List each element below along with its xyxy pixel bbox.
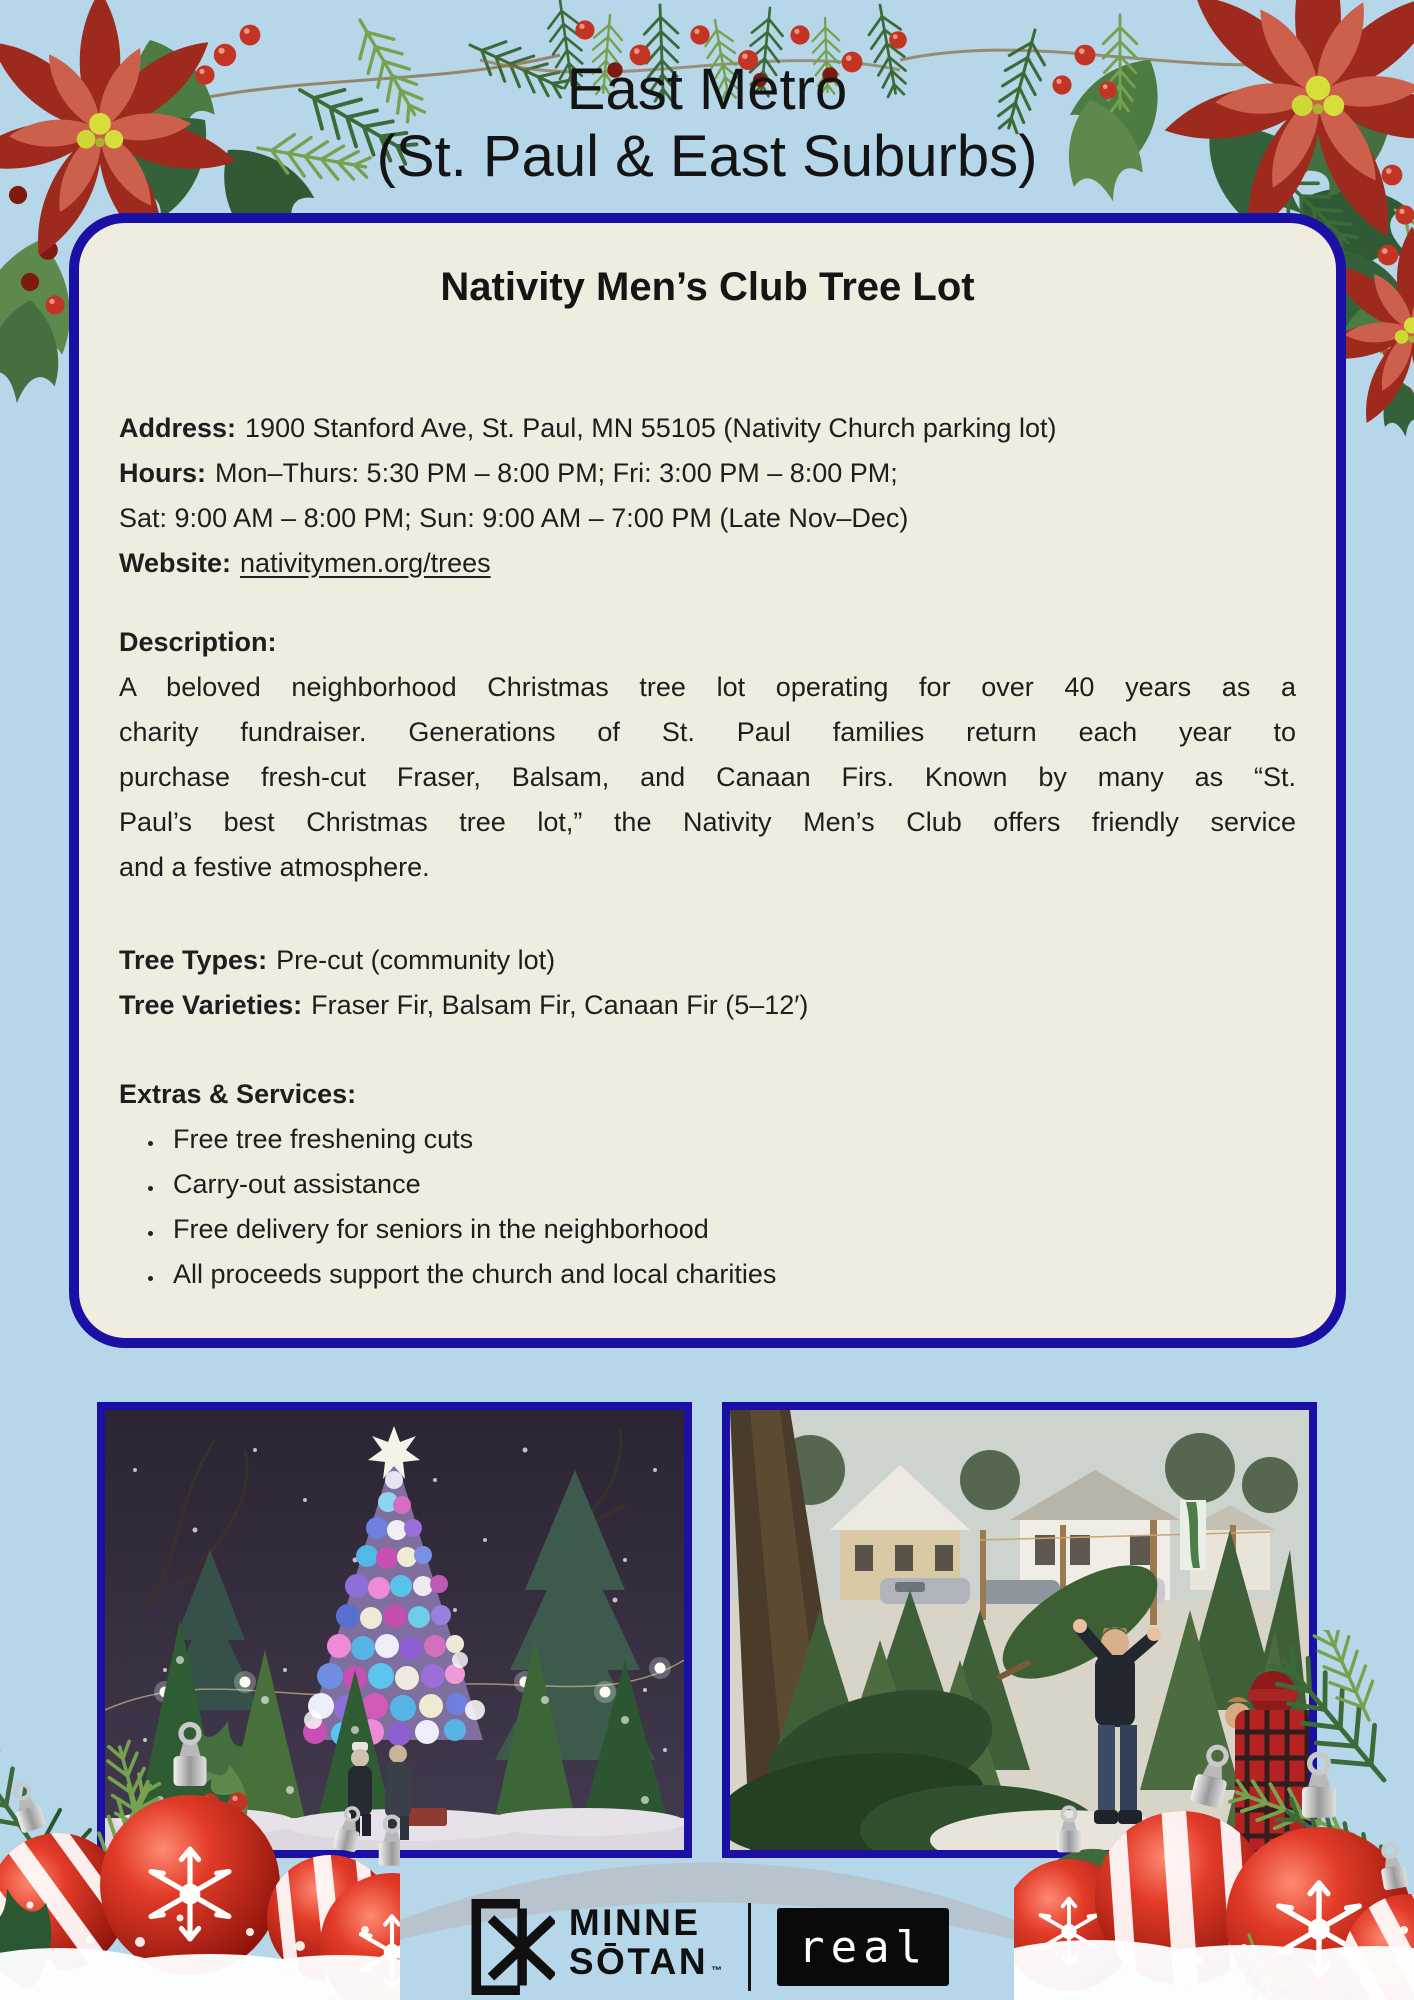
website-line bbox=[119, 541, 1296, 586]
logo-divider bbox=[748, 1903, 751, 1991]
extras-label: Extras & Services: bbox=[119, 1079, 357, 1109]
extras-list-item: • Free delivery for seniors in the neighborhood bbox=[165, 1207, 1296, 1252]
extras-list-item: • Carry-out assistance bbox=[165, 1162, 1296, 1207]
description-line: A beloved neighborhood Christmas tree lot operating for over 40 years as a bbox=[119, 672, 1296, 702]
footer-logos bbox=[0, 1896, 1414, 1998]
tree-types-value: Pre-cut (community lot) bbox=[276, 945, 556, 975]
description-line: charity fundraiser. Generations of St. Paul families return each year to bbox=[119, 717, 1296, 747]
card-heading: Nativity Men’s Club Tree Lot bbox=[440, 265, 975, 309]
page-title-line2: (St. Paul & East Suburbs) bbox=[376, 124, 1038, 189]
trademark-symbol: ™ bbox=[711, 1965, 723, 1977]
website-link[interactable]: nativitymen.org/trees bbox=[240, 548, 491, 578]
tree-types-label: Tree Types: bbox=[119, 945, 268, 975]
hours-value-2: Sat: 9:00 AM – 8:00 PM; Sun: 9:00 AM – 7:00 PM (Late Nov–Dec) bbox=[119, 503, 909, 533]
tree-varieties-line bbox=[119, 983, 1296, 1028]
address-value: 1900 Stanford Ave, St. Paul, MN 55105 (Nativity Church parking lot) bbox=[245, 413, 1057, 443]
info-card bbox=[69, 213, 1346, 1348]
minnesotan-logo-line2: SŌTAN ™ bbox=[568, 1941, 723, 1982]
minnesotan-logo-line1: MINNE bbox=[568, 1902, 701, 1943]
extras-list-item: • All proceeds support the church and local charities bbox=[165, 1252, 1296, 1297]
website-label: Website: bbox=[119, 548, 232, 578]
minnesotan-logo bbox=[465, 1896, 722, 1998]
description-paragraph bbox=[119, 665, 1296, 890]
minnesotan-logo-text bbox=[569, 1903, 722, 1991]
page-title bbox=[0, 56, 1414, 190]
real-logo bbox=[777, 1908, 949, 1986]
hours-line-1 bbox=[119, 451, 1296, 496]
description-label: Description: bbox=[119, 627, 277, 657]
page-title-line1: East Metro bbox=[566, 57, 848, 122]
address-label: Address: bbox=[119, 413, 237, 443]
tree-varieties-value: Fraser Fir, Balsam Fir, Canaan Fir (5–12′) bbox=[311, 990, 809, 1020]
hours-value-1: Mon–Thurs: 5:30 PM – 8:00 PM; Fri: 3:00 PM – 8:00 PM; bbox=[215, 458, 898, 488]
hours-label: Hours: bbox=[119, 458, 206, 488]
tree-types-line bbox=[119, 938, 1296, 983]
description-line: and a festive atmosphere. bbox=[119, 852, 430, 882]
address-line bbox=[119, 406, 1296, 451]
description-line: Paul’s best Christmas tree lot,” the Nativity Men’s Club offers friendly service bbox=[119, 807, 1296, 837]
tree-varieties-label: Tree Varieties: bbox=[119, 990, 303, 1020]
extras-list-item: • Free tree freshening cuts bbox=[165, 1117, 1296, 1162]
hours-line-2 bbox=[119, 496, 1296, 541]
real-logo-text: real bbox=[798, 1921, 929, 1973]
minnesotan-logo-icon bbox=[465, 1896, 555, 1998]
description-line: purchase fresh-cut Fraser, Balsam, and Canaan Firs. Known by many as “St. bbox=[119, 762, 1296, 792]
extras-list bbox=[119, 1117, 1296, 1297]
